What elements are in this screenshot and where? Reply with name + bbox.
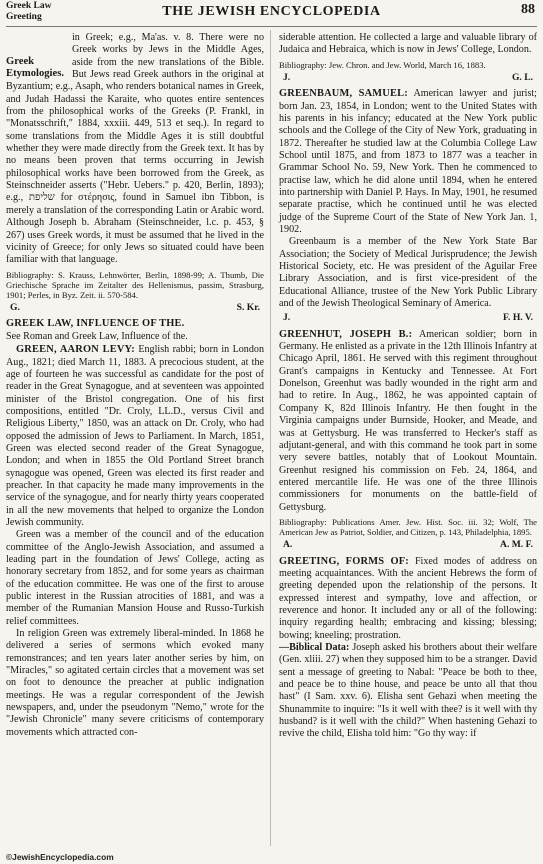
paragraph: Joseph asked his brothers about their welfare (Gen. xliii. 27) when they supposed him to be a stranger. David sent a message of greeting to Nabal: "Peace be both to thee, and peace be to thine house, and peace be unto all that thou hast" (I Sam. xxv. 6). Elisha sent Gehazi when meeting the Shunammite to inquire: "Is it well with thee? is it well with thy husband? is it well with the child?" When hastening Gehazi to revive the child, Elisha told him: "Go thy way: if [279, 642, 537, 740]
paragraph: English rabbi; born in London Aug., 1821; died March 11, 1883. A precocious student, at the age of fourteen he was successful as candidate for the post of reader in the Great Synagogue, and at seventeen was appointed minister of the Bristol congregation. One of his first compositions, entitled "Dr. Croly, LL.D., versus Civil and Religious Liberty," 1850, was an attack on Dr. Croly, who had opposed the admission of Jews to Parliament. In March, 1851, Green was elected second reader of the Great Synagogue, London; and when in 1855 the Old Portland Street branch synagogue was opened, Green was elected its first reader and preacher. In that capacity he made many improvements in the service of the synagogue, and for nearly thirty years cooperated in all the new movements that helped to organize the London Jewish community. [6, 344, 264, 528]
journal-title: THE JEWISH ENCYCLOPEDIA [162, 4, 381, 19]
signature-right: S. Kr. [236, 302, 260, 314]
copyright-footer: ©JewishEncyclopedia.com [6, 852, 114, 862]
entry-heading: GREEK LAW, INFLUENCE OF THE. [6, 318, 185, 330]
signature [6, 302, 264, 314]
subheading: —Biblical Data: [279, 642, 350, 654]
signature-left: A. [283, 539, 293, 551]
entry-heading: GREETING, FORMS OF: [279, 555, 409, 567]
paragraph: in Greek; e.g., Ma'as. v. 8. There were no Greek works by Jews in the Middle Ages, aside from the new translations of the Bible. But Jews read Greek authors in the original at Byzantium; e.g., Asaph, who renders botanical names in Greek, and Judah Hadassi the Karaite, who quotes entire sentences from the philosophical works of the Greeks (P. Frankl, in "Monatsschrift," 1884, xxxiii. 449, 513 et seq.). In regard to some translations from the Middle Ages it is still doubtful whether they were made directly from the Greek text. It has by no means been proven that terms occurring in Jewish philosophical works have been borrowed from the Greek, as Steinschneider asserts ("Hebr. Uebers." p. 420, Berlin, 1893); e.g., שליפת for στέρησις, found in Samuel ibn Tibbon, is merely a translation of the corresponding Latin or Arabic word. Although Joseph b. Abraham (Steinschneider, l.c. p. 453, § 267) uses Greek words, it must be assumed that he lived in the vicinity of Greece; for only Jews so situated could have been familiar with that language. [6, 32, 264, 266]
signature [279, 539, 537, 551]
paragraph: Fixed modes of address on meeting acquaintances. With the ancient Hebrews the form of greeting depended upon the relationship of the persons. It expressed interest and sympathy, love and affection, or reverence and honor. It included any or all of the following: inquiry regarding health; embracing and kissing; blessing; bowing; kneeling; prostration. [279, 555, 537, 641]
signature-right: A. M. F. [500, 539, 533, 551]
bibliography: Bibliography: Publications Amer. Jew. Hist. Soc. iii. 32; Wolf, The American Jew as Patriot, Soldier, and Citizen, p. 143, Philadelphia, 1895. [279, 516, 537, 538]
right-column [279, 32, 537, 741]
signature [279, 312, 537, 324]
paragraph: Greenbaum is a member of the New York State Bar Association; the Society of Medical Jurisprudence; the Jewish Historical Society, etc. He was president of the Aguilar Free Library Association, and is first vice-president of the Educational Alliance, trustee of the New York Public Library and of the Jewish Theological Seminary of America. [279, 236, 537, 310]
paragraph: American lawyer and jurist; born Jan. 23, 1854, in London; went to the United States with his parents in his infancy; educated at the New York public schools and the College of the City of New York, graduating in 1872. Thereafter he studied law at the Columbia College Law School until 1875, and from 1873 to 1877 was a teacher in Grammar School No. 59, New York. Then he commenced to practise law, which he did alone until 1894, when he entered into partnership with Daniel P. Hays. In May, 1901, he resumed separate practise, which he continued until he was elected judge of the Supreme Court of the State of New York Jan. 1, 1902. [279, 88, 537, 236]
running-head-bottom: Greeting [6, 11, 42, 22]
signature-right: F. H. V. [503, 312, 533, 324]
signature-left: J. [283, 71, 291, 83]
page-number: 88 [521, 2, 535, 17]
entry-heading: GREEN, AARON LEVY: [16, 344, 135, 356]
paragraph: American soldier; born in Germany. He enlisted as a private in the 12th Illinois Infantry at Chicago April, 1861. He served with this regiment throughout Grant's campaigns in Kentucky and Tennessee. At Fort Donelson, Greenhut was badly wounded in the right arm and had to retire. In Aug., 1862, he was appointed captain of Company K, 82d Illinois Infantry. He then fought in the Virginia campaigns under Burnside, Hooker, and Meade, and was at Gettysburg. He was transferred to Hecker's staff as adjutant-general, and with this command he took part in some very severe battles, notably that of Lookout Mountain. Greenhut resigned his commission on Feb. 24, 1864, and entered mercantile life. He was one of the three Illinois commissioners for monuments on the battle-field of Gettysburg. [279, 328, 537, 513]
paragraph: siderable attention. He collected a large and valuable library of Judaica and Hebraica, which is now in Jews' College, London. [279, 32, 537, 56]
bibliography: Bibliography: S. Krauss, Lehnwörter, Berlin, 1898-99; A. Thumb, Die Griechische Sprache im Zeitalter des Hellenismus, passim, Strasburg, 1901; Perles, in Byz. Zeit. ii. 570-584. [6, 269, 264, 300]
running-head-top: Greek Law [6, 1, 52, 11]
entry-heading: GREENBAUM, SAMUEL: [279, 88, 408, 100]
bibliography: Bibliography: Jew. Chron. and Jew. World, March 16, 1883. [279, 59, 486, 70]
cross-reference: See Roman and Greek Law, Influence of the. [6, 330, 188, 342]
left-column [6, 32, 264, 739]
signature-left: G. [10, 302, 20, 314]
page-header [6, 0, 537, 27]
paragraph: Green was a member of the council and of the education committee of the Anglo-Jewish Association, and assumed a leading part in the foundation of Jews' College, acting as honorary secretary from 1852, and for some years as chairman of the education committee. He was one of the first to arouse public interest in the Russian atrocities of 1881, and was a member of the Rumanian Mansion House and Russo-Turkish relief committees. [6, 529, 264, 627]
margin-note: Greek Etymologies. [6, 56, 64, 80]
entry-heading: GREENHUT, JOSEPH B.: [279, 328, 413, 340]
signature [279, 72, 537, 84]
paragraph: In religion Green was extremely liberal-minded. In 1868 he delivered a series of sermons which evoked many remonstrances; and ten years later another series by him, on "Miracles," so agitated certain circles that a movement was set on foot to denounce the preacher at public indignation meetings. He was a regular correspondent of the Jewish newspapers, and, under the pseudonym "Nemo," wrote for the "Jewish Chronicle" many severe criticisms of contemporary movements which attracted con- [6, 628, 264, 738]
signature-left: J. [283, 312, 291, 324]
column-divider [270, 30, 271, 846]
signature-right: G. L. [511, 71, 533, 83]
